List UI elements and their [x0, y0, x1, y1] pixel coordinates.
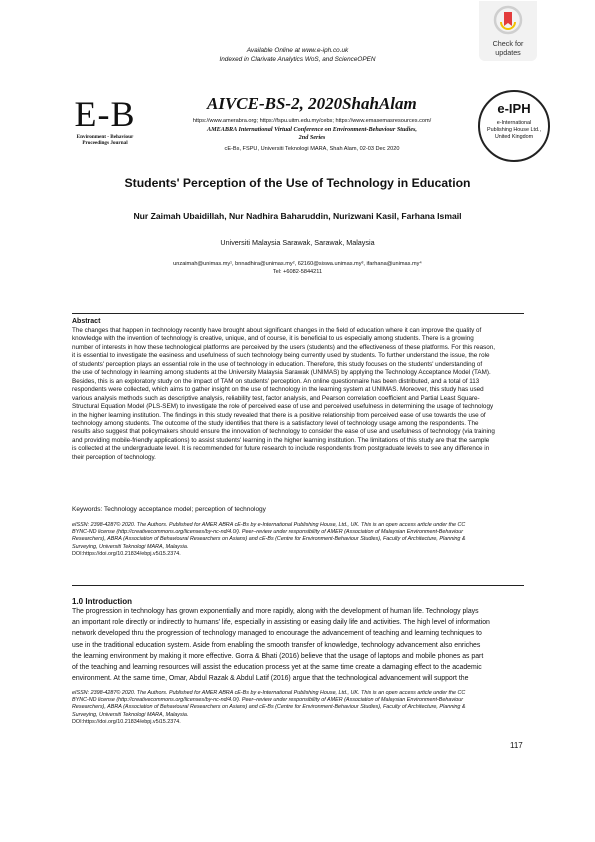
- license-line: BYNC-ND license (http://creativecommons.org/licenses/by-nc-nd/4.0/). Peer–review under responsibility of AMER (Association of Malaysian Environment-Behaviour: [72, 529, 464, 536]
- eiph-logo-line3: United Kingdom: [494, 134, 534, 140]
- abstract-line: knowledge with the invention of technology is creative, unique, and of course, it is beneficial to us especially among students. There is a growing: [72, 335, 474, 343]
- conference-urls: https://www.amerabra.org; https://fspu.uitm.edu.my/cebs; https://www.emasemasresources.com/: [192, 118, 432, 124]
- indexing-line: Indexed in Clarivate Analytics WoS, and ScienceOPEN: [219, 56, 376, 63]
- intro-top-rule: [72, 585, 524, 586]
- paper-affiliation: Universiti Malaysia Sarawak, Sarawak, Malaysia: [220, 238, 375, 247]
- conference-series: 2nd Series: [298, 134, 326, 141]
- footer-license-line: Researchers), ABRA (Association of Behavioural Researchers on Asians) and cE-Bs (Centre for Environment-Behaviour Studies), Faculty of Architecture, Planning &: [72, 704, 466, 711]
- eb-logo-sub2: Proceedings Journal: [82, 140, 128, 146]
- abstract-line: the use of technology in learning among students at the University Malaysia Sarawak (UNIMAS) by applying the Technology Acceptance Model (TAM).: [72, 369, 491, 377]
- intro-line: of the teaching and learning resources will assist the education process yet at the same time create a damaging effect to the academic: [72, 664, 482, 672]
- keywords: Keywords: Technology acceptance model; perception of technology: [72, 506, 266, 513]
- paper-title: Students' Perception of the Use of Technology in Education: [124, 176, 471, 190]
- license-line: Researchers), ABRA (Association of Behavioural Researchers on Asians) and cE-Bs (Centre for Environment-Behaviour Studies), Faculty of Architecture, Planning &: [72, 536, 466, 543]
- eiph-logo-title: e-IPH: [497, 101, 531, 116]
- intro-line: network developed thru the progression of technology managed to encourage the advancement of teaching and learning techniques to: [72, 630, 482, 638]
- abstract-line: Besides, this is an exploratory study on the impact of TAM on students' perception. An online questionnaire has been distributed, and a total of 113: [72, 377, 480, 385]
- abstract-line: it is essential to investigate the easiness and usefulness of such technology being currently used by students. To further understand the issue, the role: [72, 352, 490, 360]
- eb-journal-logo: [60, 96, 150, 146]
- check-for-updates-badge[interactable]: [479, 1, 537, 61]
- footer-license-notice: [72, 690, 527, 726]
- abstract-line: The changes that happen in technology recently have brought about significant changes in the field of education where it can improve the quality of: [72, 327, 482, 334]
- footer-doi-link[interactable]: DOI:https://doi.org/10.21834/ebpj.v5i15.2374.: [72, 718, 181, 725]
- license-line: Surveying, Universiti Teknologi MARA, Malaysia.: [72, 543, 189, 550]
- eiph-publisher-logo: [478, 90, 550, 162]
- abstract-line: Structural Equation Model (PLS-SEM) to investigate the role of perceived ease of use and perceived usefulness in determining the usage of technology: [72, 403, 494, 411]
- license-notice: [72, 522, 527, 558]
- check-badge-line2: updates: [495, 48, 521, 57]
- footer-license-line: BYNC-ND license (http://creativecommons.org/licenses/by-nc-nd/4.0/). Peer–review under responsibility of AMER (Association of Malaysian Environment-Behaviour: [72, 697, 464, 704]
- availability-line: Available Online at www.e-iph.co.uk: [246, 47, 349, 54]
- abstract-line: various analysis methods such as descriptive analysis, reliability test, factor analysis, and Pearson correlation coefficient and Partial Least Square-: [72, 394, 480, 402]
- eb-logo-sub1: Environment - Behaviour: [76, 134, 134, 140]
- abstract-line: respondents were collected, which aims to gather insight on the use of technology in the learning system at UNIMAS. Moreover, this study has used: [72, 386, 484, 394]
- eiph-logo-line2: Publishing House Ltd.,: [487, 127, 541, 133]
- abstract-line: and providing mobile-friendly applications) to assist students' learning in the higher learning institution. The limitations of this study are that the sample: [72, 436, 490, 444]
- intro-line: use in the traditional education system. Aside from enabling the smooth transfer of knowledge, technology advancement also enriches: [72, 641, 481, 649]
- conference-title: AIVCE-BS-2, 2020ShahAlam: [207, 94, 417, 113]
- footer-license-line: Surveying, Universiti Teknologi MARA, Malaysia.: [72, 711, 189, 718]
- intro-line: the learning environment by making it more effective. Gorra & Bhati (2016) believe that the usage of laptops and mobile phones as part: [72, 652, 484, 660]
- eb-logo-letters: E-B: [74, 94, 136, 134]
- intro-body: [72, 606, 527, 684]
- abstract-line: their perception of technology.: [72, 453, 156, 461]
- bookmark-ribbon-icon: [493, 5, 523, 35]
- conference-name: AMEABRA International Virtual Conference on Environment-Behaviour Studies,: [207, 126, 417, 133]
- paper-telephone: Tel: +6082-5844211: [272, 269, 323, 275]
- page-number: 117: [510, 741, 523, 750]
- paper-emails: unzaimah@unimas.my¹, bnnadhira@unimas.my², 62160@siswa.unimas.my³, ifarhana@unimas.my⁴: [173, 261, 422, 267]
- doi-link[interactable]: DOI:https://doi.org/10.21834/ebpj.v5i15.2374.: [72, 550, 181, 557]
- abstract-line: in the higher learning institution. The findings in this study revealed that there is a positive relationship from perceived ease of use towards the use of: [72, 411, 486, 419]
- license-line: eISSN: 2398-4287© 2020. The Authors. Published for AMER ABRA cE-Bs by e-International Publishing House, Ltd., UK. This is an open access article under the CC: [72, 522, 466, 528]
- footer-license-line: eISSN: 2398-4287© 2020. The Authors. Published for AMER ABRA cE-Bs by e-International Publishing House, Ltd., UK. This is an open access article under the CC: [72, 690, 466, 696]
- eiph-logo-line1: e-International: [496, 120, 532, 126]
- conference-venue: cE-Bs, FSPU, Universiti Teknologi MARA, Shah Alam, 02-03 Dec 2020: [224, 146, 400, 152]
- abstract-line: technology among students. The outcome of the study identifies that there is a satisfactory level of technology usage among the respondents. The: [72, 419, 479, 427]
- intro-line: environment. At the same time, Omar, Abdul Razak & Abdul Latif (2016) argue that the technological advancement will support the: [72, 675, 469, 683]
- abstract-body: [72, 327, 524, 462]
- abstract-line: number of interests in how these technological platforms are perceived by the users (students) and the effectiveness of these platforms. For this reason,: [72, 343, 496, 351]
- paper-authors: Nur Zaimah Ubaidillah, Nur Nadhira Baharuddin, Nurizwani Kasil, Farhana Ismail: [133, 211, 462, 221]
- abstract-top-rule: [72, 313, 524, 314]
- intro-line: an important role directly or indirectly to humans' life, especially in assisting or easing daily life and activities. The high level of information: [72, 619, 490, 627]
- abstract-line: results also suggest that policymakers should ensure the innovation of technology to consider the ease of use and usefulness of technology (via training: [72, 428, 495, 436]
- intro-heading: 1.0 Introduction: [72, 597, 132, 606]
- intro-line: The progression in technology has grown exponentially and more rapidly, along with the development of human life. Technology plays: [72, 608, 479, 615]
- abstract-heading: Abstract: [72, 318, 101, 325]
- abstract-line: is collected at the undergraduate level. It is recommended for future research to include respondents from postgraduate levels to see any difference in: [72, 445, 490, 453]
- check-badge-line1: Check for: [492, 39, 524, 48]
- abstract-line: of students' perception plays an essential role in the use of technology in education. Therefore, this study focuses on the students' understanding of: [72, 360, 483, 368]
